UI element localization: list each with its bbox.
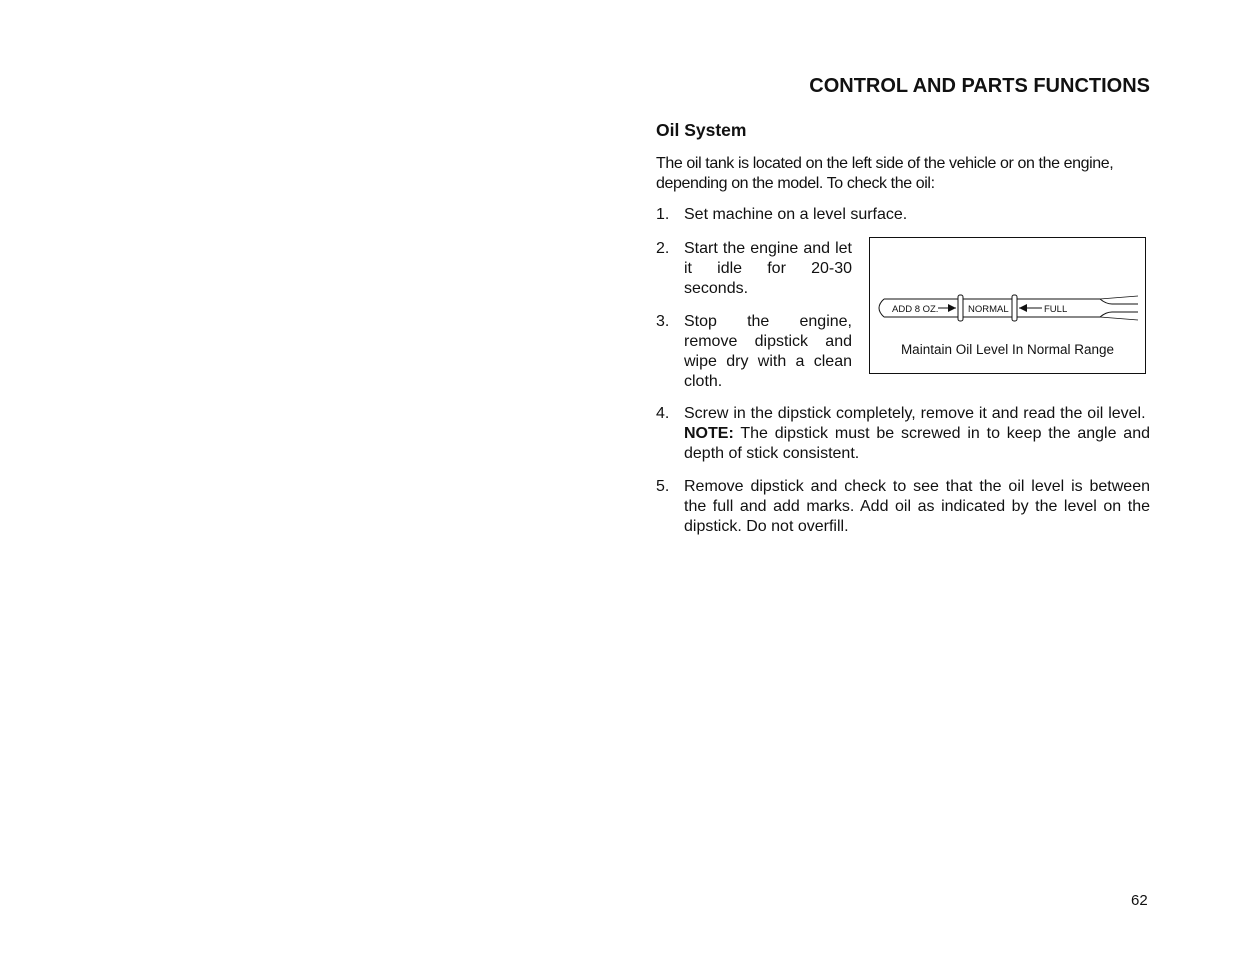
- step-text: Remove dipstick and check to see that the oil level is between the full and add marks. Add oil as indicated by the level on the dipstick. Do not overfill.: [684, 478, 1150, 535]
- note-text: The dipstick must be screwed in to keep the angle and depth of stick consistent.: [684, 425, 1151, 462]
- step-number: 3.: [656, 313, 670, 330]
- note-label: NOTE:: [684, 425, 734, 442]
- page-number: 62: [1131, 892, 1148, 909]
- step-number: 4.: [656, 405, 670, 422]
- normal-mark-label: NORMAL: [968, 304, 1009, 315]
- step-text: Set machine on a level surface.: [684, 206, 908, 223]
- step-3: [656, 312, 856, 392]
- step-text: Start the engine and let it idle for 20-30 seconds.: [684, 240, 852, 297]
- dipstick-figure: [869, 237, 1146, 374]
- step-4: [656, 404, 1156, 464]
- step-number: 5.: [656, 478, 670, 495]
- step-text: Stop the engine, remove dipstick and wipe dry with a clean cloth.: [684, 313, 852, 390]
- step-1: [656, 205, 1156, 225]
- oil-system-intro: The oil tank is located on the left side of the vehicle or on the engine, depending on the model. To check the oil:: [656, 155, 1114, 192]
- step-number: 1.: [656, 206, 670, 223]
- section-title: CONTROL AND PARTS FUNCTIONS: [809, 75, 1150, 97]
- oil-system-heading: Oil System: [656, 120, 747, 140]
- step-text: Screw in the dipstick completely, remove it and read the oil level.: [684, 405, 1146, 422]
- step-2: [656, 239, 856, 299]
- full-mark-label: FULL: [1044, 304, 1068, 315]
- step-number: 2.: [656, 240, 670, 257]
- step-5: [656, 477, 1156, 537]
- figure-caption: Maintain Oil Level In Normal Range: [900, 342, 1115, 357]
- add-mark-label: ADD 8 OZ.: [892, 304, 939, 315]
